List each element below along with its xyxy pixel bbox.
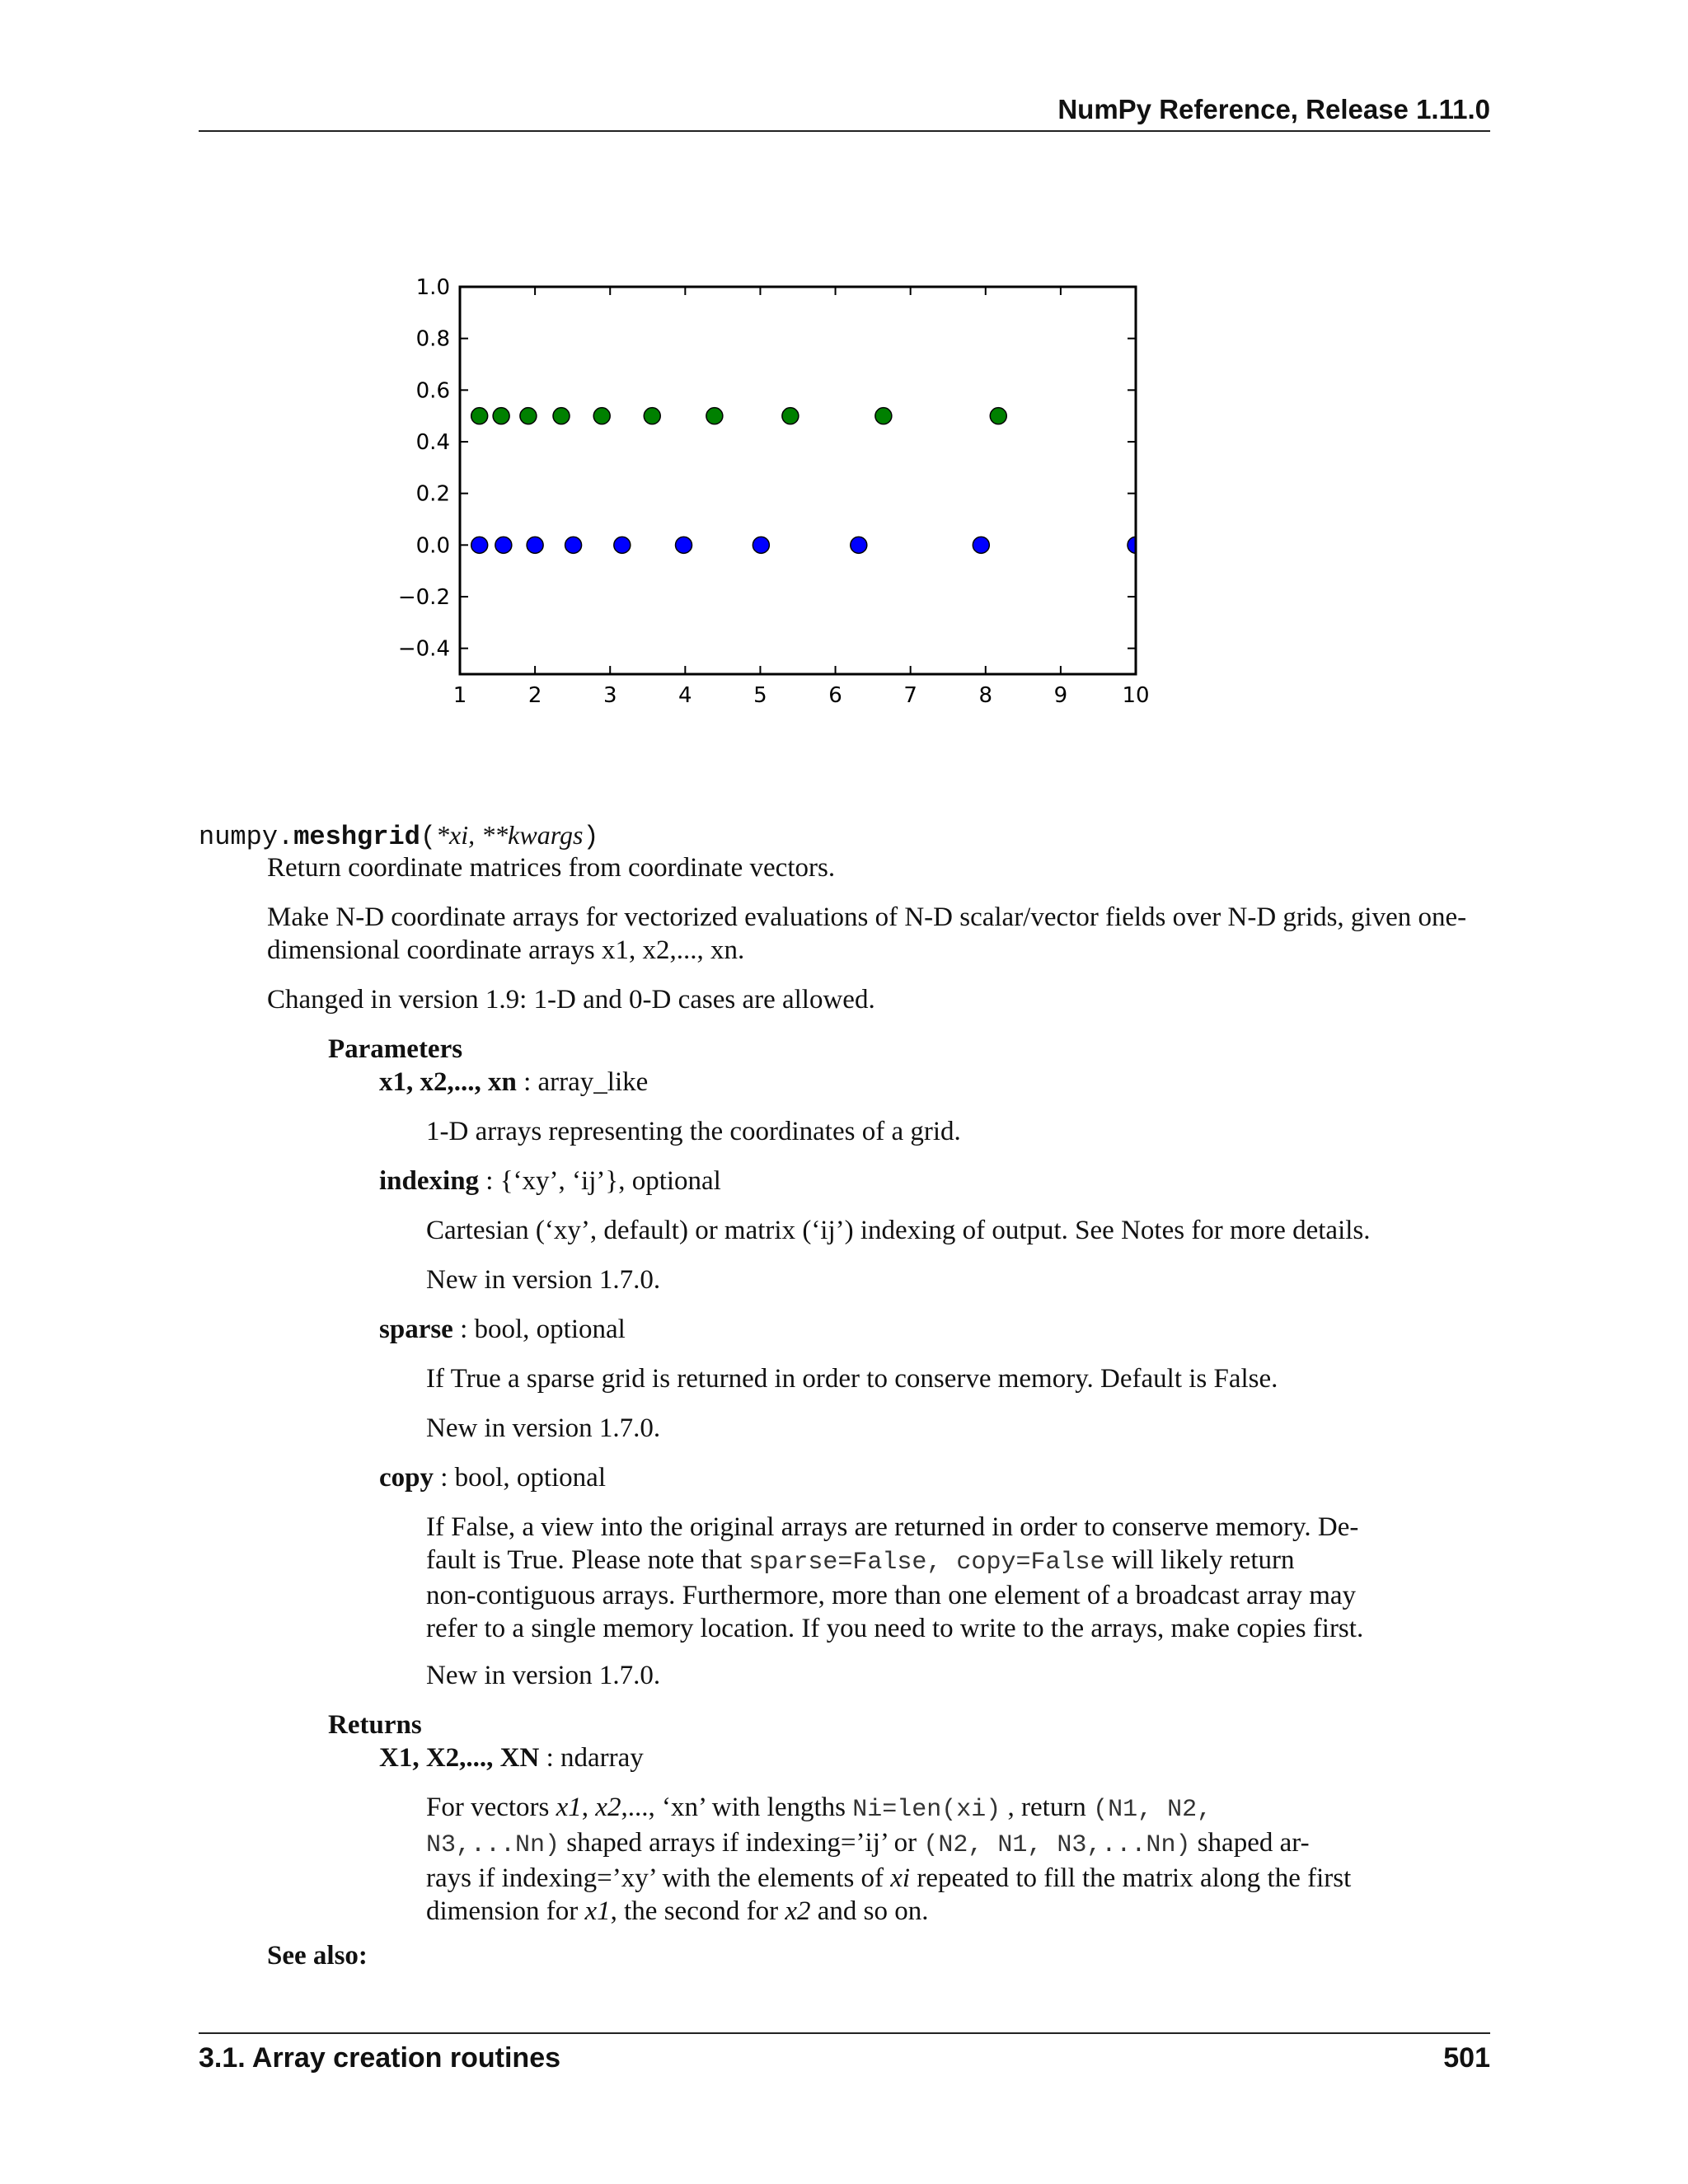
italic-var: x1 [584, 1896, 611, 1926]
param-copy-line-4: refer to a single memory location. If you need to write to the arrays, make copies first. [426, 1614, 1364, 1643]
return-line-3 [426, 1862, 1382, 1895]
x-tick-label: 7 [903, 683, 917, 708]
summary-text: Return coordinate matrices from coordinate vectors. [267, 853, 836, 883]
italic-var: x2 [595, 1793, 621, 1822]
inline-code: (N2, N1, N3,...Nn) [923, 1831, 1191, 1859]
page-number: 501 [1443, 2042, 1490, 2074]
version-changed-note: Changed in version 1.9: 1-D and 0-D cases are allowed. [267, 985, 875, 1015]
param-name: x1, x2,..., xn [379, 1067, 517, 1097]
data-point [990, 408, 1006, 424]
param-name: sparse [379, 1315, 453, 1344]
returns-heading: Returns [328, 1710, 422, 1740]
data-point [527, 537, 543, 553]
return-line-2 [426, 1826, 1382, 1862]
x-tick-label: 10 [1122, 683, 1150, 708]
param-sparse-description: If True a sparse grid is returned in order to conserve memory. Default is False. [426, 1364, 1278, 1394]
return-type: : ndarray [539, 1743, 644, 1773]
inline-code: (N1, N2, [1093, 1796, 1212, 1824]
return-description [426, 1791, 1382, 1928]
see-also-heading: See also: [267, 1941, 368, 1971]
param-x1-xn [379, 1066, 648, 1099]
parameters-heading: Parameters [328, 1034, 463, 1064]
italic-var: x2 [785, 1896, 811, 1926]
data-point [493, 408, 509, 424]
text-run: , return [1001, 1793, 1094, 1822]
y-tick-label: −0.4 [397, 636, 450, 662]
inline-code: N3,...Nn) [426, 1831, 560, 1859]
param-indexing-version-note: New in version 1.7.0. [426, 1265, 661, 1295]
data-point [973, 537, 989, 553]
x-tick-label: 9 [1053, 683, 1068, 708]
return-line-4 [426, 1895, 1382, 1928]
data-point [565, 537, 582, 553]
x-tick-label: 6 [828, 683, 842, 708]
text-run: , [581, 1793, 596, 1822]
data-point [495, 537, 512, 553]
param-copy [379, 1461, 606, 1494]
param-name: indexing [379, 1166, 480, 1196]
text-run: fault is True. Please note that [426, 1545, 749, 1575]
signature-args: *xi, **kwargs [436, 820, 584, 850]
description-line-1: Make N-D coordinate arrays for vectorized evaluations of N-D scalar/vector fields over N-D grids, given one- [267, 902, 1467, 932]
text-run: repeated to fill the matrix along the first [910, 1863, 1352, 1893]
param-copy-line-3: non-contiguous arrays. Furthermore, more than one element of a broadcast array may [426, 1581, 1357, 1610]
signature-module: numpy. [199, 822, 294, 852]
signature-open-paren: ( [420, 822, 437, 852]
data-point [644, 408, 660, 424]
y-tick-label: 0.2 [415, 481, 450, 507]
param-x1-xn-description: 1-D arrays representing the coordinates of a grid. [426, 1117, 961, 1146]
return-x1-xn [379, 1741, 644, 1774]
param-sparse [379, 1313, 626, 1346]
y-tick-label: 0.0 [415, 533, 450, 559]
param-copy-line-2 [426, 1544, 1382, 1579]
scatter-chart [387, 264, 1179, 725]
footer-section-title: 3.1. Array creation routines [199, 2042, 561, 2074]
x-tick-label: 4 [678, 683, 692, 708]
param-indexing [379, 1165, 721, 1197]
text-run: shaped arrays if indexing=’ij’ or [560, 1828, 924, 1858]
italic-var: x1 [556, 1793, 582, 1822]
data-point [676, 537, 692, 553]
y-tick-label: 1.0 [415, 275, 450, 300]
param-indexing-description: Cartesian (‘xy’, default) or matrix (‘ij’) indexing of output. See Notes for more details. [426, 1216, 1371, 1245]
y-tick-label: 0.4 [415, 430, 450, 455]
text-run: and so on. [810, 1896, 929, 1926]
return-name: X1, X2,..., XN [379, 1743, 540, 1773]
x-tick-label: 2 [528, 683, 542, 708]
text-run: For vectors [426, 1793, 556, 1822]
text-run: dimension for [426, 1896, 585, 1926]
data-point [520, 408, 537, 424]
data-point [593, 408, 610, 424]
data-point [753, 537, 769, 553]
x-tick-label: 5 [753, 683, 767, 708]
return-line-1 [426, 1791, 1382, 1826]
signature-function-name: meshgrid [293, 822, 420, 852]
description-paragraph [267, 901, 1490, 967]
param-name: copy [379, 1463, 434, 1493]
x-tick-label: 3 [603, 683, 617, 708]
data-point [471, 537, 488, 553]
data-point [614, 537, 631, 553]
running-title: NumPy Reference, Release 1.11.0 [1057, 94, 1490, 124]
text-run: , the second for [610, 1896, 785, 1926]
signature-close-paren: ) [583, 822, 599, 852]
page-footer [199, 2032, 1490, 2074]
data-point [875, 408, 892, 424]
data-point [706, 408, 723, 424]
param-copy-version-note: New in version 1.7.0. [426, 1661, 661, 1690]
param-sparse-version-note: New in version 1.7.0. [426, 1413, 661, 1443]
param-copy-line-1: If False, a view into the original arrays are returned in order to conserve memory. De- [426, 1512, 1359, 1542]
param-type: : bool, optional [452, 1315, 626, 1344]
data-point [471, 408, 488, 424]
x-tick-label: 1 [452, 683, 467, 708]
page-header [199, 92, 1490, 132]
param-type: : array_like [516, 1067, 649, 1097]
y-tick-label: 0.8 [415, 326, 450, 352]
text-run: will likely return [1104, 1545, 1295, 1575]
text-run: shaped ar- [1190, 1828, 1310, 1858]
param-type: : {‘xy’, ‘ij’}, optional [479, 1166, 721, 1196]
param-copy-description [426, 1511, 1382, 1645]
text-run: ,..., ‘xn’ with lengths [621, 1793, 853, 1822]
italic-var: xi [890, 1863, 911, 1893]
inline-code: sparse=False, copy=False [748, 1549, 1105, 1577]
description-line-2: dimensional coordinate arrays x1, x2,..., xn. [267, 935, 745, 965]
x-tick-label: 8 [978, 683, 993, 708]
y-tick-label: 0.6 [415, 378, 450, 404]
plot-frame [460, 287, 1136, 674]
param-type: : bool, optional [434, 1463, 606, 1493]
data-point [553, 408, 570, 424]
function-signature [199, 818, 599, 854]
data-point [851, 537, 867, 553]
inline-code: Ni=len(xi) [852, 1796, 1001, 1824]
text-run: rays if indexing=’xy’ with the elements of [426, 1863, 891, 1893]
y-tick-label: −0.2 [397, 585, 450, 610]
data-point [782, 408, 799, 424]
